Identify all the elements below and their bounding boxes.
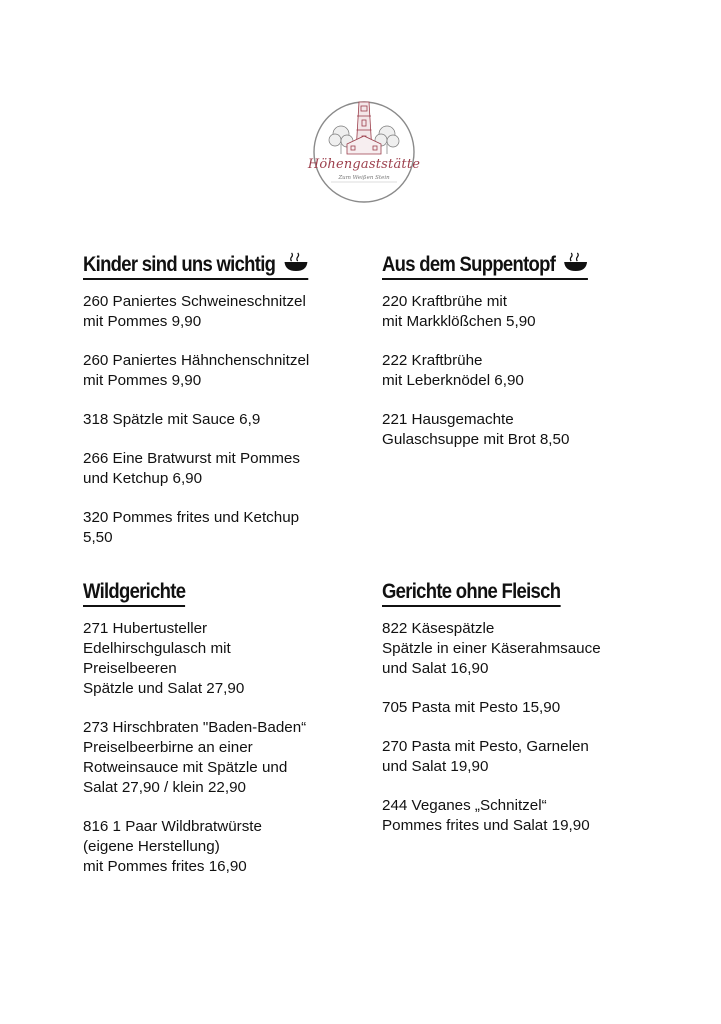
logo-name: Höhengaststätte xyxy=(307,157,421,172)
section-heading xyxy=(83,251,308,279)
menu-item xyxy=(382,351,682,391)
menu-items xyxy=(83,619,383,877)
menu-item-line: 273 Hirschbraten "Baden-Baden“ xyxy=(83,719,307,736)
menu-item xyxy=(83,292,383,332)
menu-item-line: 816 1 Paar Wildbratwürste xyxy=(83,818,262,835)
logo-subtitle: Zum Weißen Stein xyxy=(338,175,390,181)
menu-item xyxy=(83,410,383,430)
menu-item xyxy=(382,698,682,718)
menu-item-line: 244 Veganes „Schnitzel“ xyxy=(382,797,547,814)
menu-item-line: Salat 27,90 / klein 22,90 xyxy=(83,779,246,796)
menu-item-line: mit Leberknödel 6,90 xyxy=(382,372,524,389)
menu-item xyxy=(382,796,682,836)
menu-item-line: und Salat 19,90 xyxy=(382,758,489,775)
section-suppentopf xyxy=(382,251,682,469)
menu-item xyxy=(83,718,383,798)
section-heading-text: Wildgerichte xyxy=(83,580,186,603)
menu-item-line: Edelhirschgulasch mit xyxy=(83,640,231,657)
menu-item xyxy=(382,410,682,450)
menu-item-line: 220 Kraftbrühe mit xyxy=(382,293,507,310)
menu-item-line: (eigene Herstellung) xyxy=(83,838,220,855)
menu-item-line: Rotweinsauce mit Spätzle und xyxy=(83,759,288,776)
section-heading xyxy=(83,578,185,606)
menu-item-line: 266 Eine Bratwurst mit Pommes xyxy=(83,450,300,467)
menu-item xyxy=(83,351,383,391)
menu-item-line: Gulaschsuppe mit Brot 8,50 xyxy=(382,431,570,448)
menu-item-line: 318 Spätzle mit Sauce 6,9 xyxy=(83,411,261,428)
section-heading xyxy=(382,251,588,279)
menu-item xyxy=(382,737,682,777)
menu-item xyxy=(83,508,383,548)
menu-item xyxy=(382,619,682,679)
menu-item xyxy=(83,817,383,877)
menu-item-line: und Ketchup 6,90 xyxy=(83,470,203,487)
section-heading xyxy=(382,578,560,606)
menu-item-line: 271 Hubertusteller xyxy=(83,620,208,637)
menu-item-line: 5,50 xyxy=(83,529,113,546)
menu-item-line: mit Pommes 9,90 xyxy=(83,372,202,389)
section-wildgerichte xyxy=(83,578,383,896)
section-ohne-fleisch xyxy=(382,578,682,855)
menu-item-line: 320 Pommes frites und Ketchup xyxy=(83,509,300,526)
menu-item-line: 260 Paniertes Schweineschnitzel xyxy=(83,293,306,310)
menu-item-line: mit Pommes 9,90 xyxy=(83,313,202,330)
section-kinder xyxy=(83,251,383,567)
menu-item-line: 221 Hausgemachte xyxy=(382,411,514,428)
menu-item-line: 222 Kraftbrühe xyxy=(382,352,483,369)
menu-item-line: und Salat 16,90 xyxy=(382,660,489,677)
menu-item-line: Preiselbeeren xyxy=(83,660,177,677)
soup-bowl-icon xyxy=(563,251,588,273)
menu-item-line: 705 Pasta mit Pesto 15,90 xyxy=(382,699,561,716)
restaurant-logo xyxy=(307,96,421,208)
menu-items xyxy=(83,292,383,548)
menu-item-line: Spätzle in einer Käserahmsauce xyxy=(382,640,601,657)
menu-item-line: mit Pommes frites 16,90 xyxy=(83,858,247,875)
menu-item xyxy=(382,292,682,332)
section-heading-text: Aus dem Suppentopf xyxy=(382,253,556,276)
menu-item-line: 260 Paniertes Hähnchenschnitzel xyxy=(83,352,310,369)
section-heading-text: Gerichte ohne Fleisch xyxy=(382,580,561,603)
soup-bowl-icon xyxy=(283,251,308,273)
menu-item-line: 270 Pasta mit Pesto, Garnelen xyxy=(382,738,589,755)
menu-item xyxy=(83,449,383,489)
menu-items xyxy=(382,619,682,836)
menu-item-line: 822 Käsespätzle xyxy=(382,620,495,637)
menu-item-line: mit Markklößchen 5,90 xyxy=(382,313,536,330)
section-heading-text: Kinder sind uns wichtig xyxy=(83,253,276,276)
menu-item-line: Spätzle und Salat 27,90 xyxy=(83,680,245,697)
menu-item-line: Preiselbeerbirne an einer xyxy=(83,739,253,756)
menu-item-line: Pommes frites und Salat 19,90 xyxy=(382,817,590,834)
logo-emblem xyxy=(311,96,417,208)
menu-items xyxy=(382,292,682,450)
menu-item xyxy=(83,619,383,699)
